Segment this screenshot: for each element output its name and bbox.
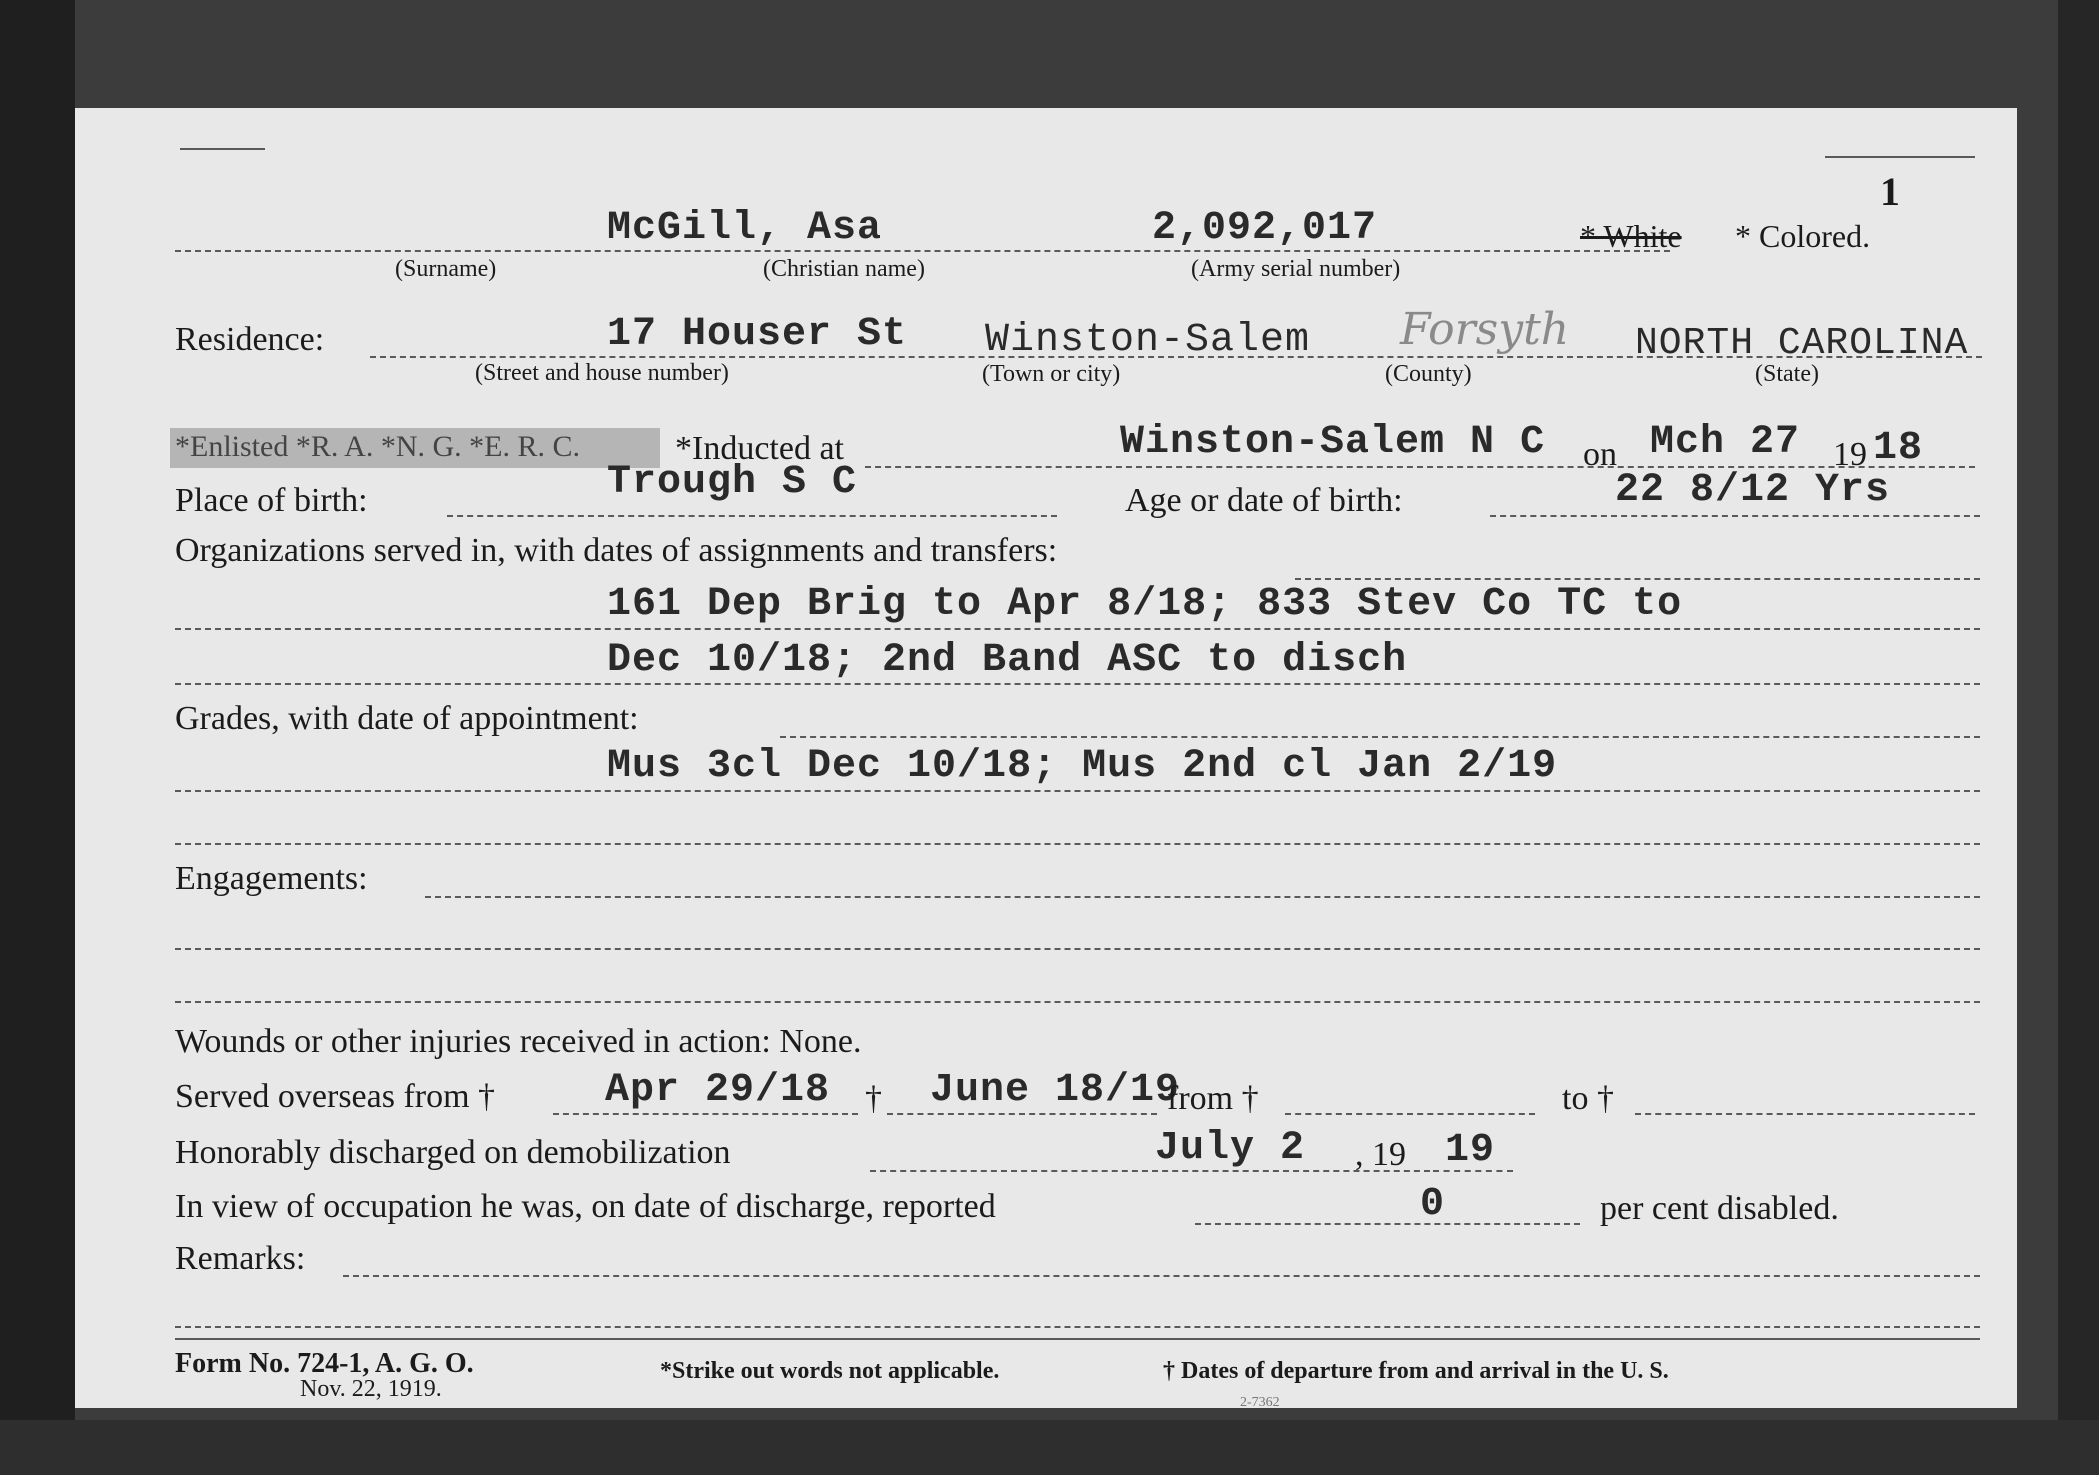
on-label: on bbox=[1583, 436, 1617, 473]
state-value: NORTH CAROLINA bbox=[1635, 322, 1969, 365]
discharge-date-value: July 2 bbox=[1155, 1126, 1306, 1171]
town-caption: (Town or city) bbox=[982, 361, 1121, 387]
footer-rule bbox=[175, 1338, 1980, 1340]
discharge-date-line bbox=[870, 1170, 1430, 1172]
induction-date-value: Mch 27 bbox=[1650, 420, 1801, 465]
grades-label: Grades, with date of appointment: bbox=[175, 700, 639, 737]
card-number: 1 bbox=[1880, 169, 1900, 214]
overseas-from-value: Apr 29/18 bbox=[605, 1068, 831, 1113]
street-caption: (Street and house number) bbox=[475, 360, 729, 386]
form-date: Nov. 22, 1919. bbox=[300, 1376, 442, 1402]
birth-label: Place of birth: bbox=[175, 482, 368, 519]
organizations-line-1 bbox=[175, 628, 1980, 630]
enlisted-options: *Enlisted *R. A. *N. G. *E. R. C. bbox=[175, 430, 581, 463]
overseas-to-value: June 18/19 bbox=[930, 1068, 1181, 1113]
organizations-value-1: 161 Dep Brig to Apr 8/18; 833 Stev Co TC to bbox=[607, 582, 1683, 627]
disability-label: In view of occupation he was, on date of discharge, reported bbox=[175, 1188, 996, 1225]
top-left-rule bbox=[180, 148, 265, 150]
bottom-stamp: 2-7362 bbox=[1240, 1395, 1280, 1410]
street-value: 17 Houser St bbox=[607, 312, 908, 357]
strike-note: *Strike out words not applicable. bbox=[660, 1358, 1000, 1384]
top-right-rule bbox=[1825, 156, 1975, 158]
disability-value: 0 bbox=[1420, 1182, 1446, 1227]
discharge-label: Honorably discharged on demobilization bbox=[175, 1134, 731, 1171]
age-line bbox=[1490, 515, 1980, 517]
discharge-year-value: 19 bbox=[1445, 1128, 1496, 1173]
surname-caption: (Surname) bbox=[395, 256, 497, 282]
second-from-line bbox=[1285, 1113, 1535, 1115]
year-prefix-1: 19 bbox=[1833, 436, 1867, 473]
scan-left-edge bbox=[0, 0, 75, 1475]
race-colored-option: * Colored. bbox=[1735, 218, 1871, 254]
residence-label: Residence: bbox=[175, 321, 325, 358]
organizations-label-line bbox=[1295, 578, 1980, 580]
race-white-option: * White bbox=[1580, 218, 1682, 254]
birth-place-value: Trough S C bbox=[607, 460, 858, 505]
grades-line-1 bbox=[175, 790, 1980, 792]
discharge-year-prefix: , 19 bbox=[1355, 1136, 1406, 1173]
organizations-label: Organizations served in, with dates of assignments and transfers: bbox=[175, 532, 1058, 569]
name-line bbox=[175, 250, 1670, 252]
grades-label-line bbox=[780, 736, 1980, 738]
age-value: 22 8/12 Yrs bbox=[1615, 468, 1891, 513]
organizations-value-2: Dec 10/18; 2nd Band ASC to disch bbox=[607, 638, 1408, 683]
christian-name-caption: (Christian name) bbox=[763, 256, 925, 282]
serial-value: 2,092,017 bbox=[1152, 206, 1378, 251]
overseas-to-mark: † bbox=[865, 1080, 882, 1117]
disability-line bbox=[1195, 1223, 1580, 1225]
remarks-label: Remarks: bbox=[175, 1240, 306, 1277]
birth-line bbox=[447, 515, 1057, 517]
scan-right-edge bbox=[2058, 0, 2099, 1475]
engagements-line-1 bbox=[425, 896, 1980, 898]
engagements-line-3 bbox=[175, 1001, 1980, 1003]
organizations-line-2 bbox=[175, 683, 1980, 685]
remarks-line-2 bbox=[175, 1326, 1980, 1328]
induction-year-value: 18 bbox=[1873, 426, 1924, 471]
remarks-line-1 bbox=[343, 1275, 1980, 1277]
second-to-line bbox=[1635, 1113, 1975, 1115]
name-value: McGill, Asa bbox=[607, 206, 883, 251]
wounds-label: Wounds or other injuries received in action: None. bbox=[175, 1023, 862, 1060]
engagements-line-2 bbox=[175, 948, 1980, 950]
age-label: Age or date of birth: bbox=[1125, 482, 1403, 519]
second-to-label: to † bbox=[1562, 1080, 1614, 1117]
dates-note: † Dates of departure from and arrival in the U. S. bbox=[1163, 1358, 1669, 1384]
serial-caption: (Army serial number) bbox=[1191, 256, 1401, 282]
overseas-from-line bbox=[553, 1113, 858, 1115]
state-caption: (State) bbox=[1755, 361, 1819, 387]
scan-bottom-edge bbox=[0, 1420, 2099, 1475]
service-record-card bbox=[75, 108, 2017, 1408]
engagements-label: Engagements: bbox=[175, 860, 368, 897]
second-from-label: from † bbox=[1167, 1080, 1259, 1117]
overseas-to-line bbox=[887, 1113, 1157, 1115]
county-caption: (County) bbox=[1385, 361, 1472, 387]
town-value: Winston-Salem bbox=[985, 318, 1311, 363]
disability-suffix: per cent disabled. bbox=[1600, 1190, 1839, 1227]
form-number: Form No. 724-1, A. G. O. bbox=[175, 1348, 474, 1379]
inducted-place-value: Winston-Salem N C bbox=[1120, 420, 1546, 465]
inducted-label: *Inducted at bbox=[675, 430, 844, 467]
grades-value-1: Mus 3cl Dec 10/18; Mus 2nd cl Jan 2/19 bbox=[607, 744, 1558, 789]
overseas-label: Served overseas from † bbox=[175, 1078, 496, 1115]
county-value: Forsyth bbox=[1400, 304, 1570, 355]
grades-line-2 bbox=[175, 843, 1980, 845]
